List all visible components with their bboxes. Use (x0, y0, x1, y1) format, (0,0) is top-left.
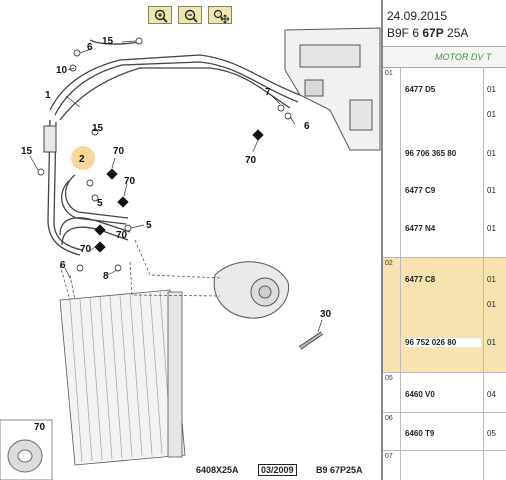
parts-group[interactable] (383, 413, 506, 451)
parts-group-selected[interactable] (383, 258, 506, 373)
group-number: 07 (383, 451, 401, 480)
callout-5-b[interactable]: 5 (146, 220, 152, 231)
group-number: 05 (383, 373, 401, 412)
callout-70-f[interactable]: 70 (34, 422, 46, 433)
callout-5-a[interactable]: 5 (97, 198, 103, 209)
callout-1[interactable]: 1 (45, 90, 51, 101)
part-ref[interactable]: 6477 D5 (405, 85, 436, 94)
part-ref[interactable]: 6477 C8 (405, 275, 436, 284)
callout-6-b[interactable]: 6 (60, 260, 66, 271)
parts-subheader (383, 46, 506, 68)
parts-group[interactable] (383, 373, 506, 413)
ref-suffix: 25A (443, 26, 469, 40)
engine-label: MOTOR DV T (435, 52, 492, 62)
diagram-ref-code-2: B9 67P25A (316, 465, 363, 475)
part-qty: 01 (487, 224, 496, 233)
part-ref[interactable]: 6460 V0 (405, 390, 435, 399)
callout-70-a[interactable]: 70 (113, 146, 125, 157)
callout-15-c[interactable]: 15 (21, 146, 33, 157)
part-qty: 01 (487, 110, 496, 119)
part-qty: 01 (487, 149, 496, 158)
condenser (60, 290, 185, 465)
part-qty: 01 (487, 275, 496, 284)
part-ref[interactable]: 6477 C9 (405, 186, 436, 195)
part-ref[interactable]: 96 752 026 80 (405, 338, 481, 347)
part-qty: 04 (487, 390, 496, 399)
callout-7[interactable]: 7 (265, 87, 271, 98)
evaporator-housing (285, 28, 380, 150)
part-qty: 01 (487, 338, 496, 347)
ref-prefix: B9F 6 (387, 26, 423, 40)
callout-30[interactable]: 30 (320, 309, 332, 320)
parts-date: 24.09.2015 (387, 9, 448, 23)
compressor (214, 262, 288, 318)
group-number: 01 (383, 68, 401, 257)
callout-2[interactable]: 2 (79, 154, 85, 165)
part-qty: 01 (487, 186, 496, 195)
callout-10[interactable]: 10 (56, 65, 68, 76)
group-number: 02 (383, 258, 401, 372)
parts-group[interactable] (383, 451, 506, 480)
callout-15-b[interactable]: 15 (92, 123, 104, 134)
parts-reference (387, 26, 468, 40)
callout-70-e[interactable]: 70 (245, 155, 257, 166)
parts-group[interactable] (383, 68, 506, 258)
part-qty: 01 (487, 300, 496, 309)
part-ref[interactable]: 96 706 365 80 (405, 149, 457, 158)
callout-8[interactable]: 8 (103, 271, 109, 282)
part-ref[interactable]: 6477 N4 (405, 224, 436, 233)
part-ref[interactable]: 6460 T9 (405, 429, 435, 438)
callout-70-b[interactable]: 70 (124, 176, 136, 187)
parts-header (383, 0, 506, 46)
parts-panel (381, 0, 506, 480)
callout-15[interactable]: 15 (102, 36, 114, 47)
callout-70-d[interactable]: 70 (80, 244, 92, 255)
part-qty: 01 (487, 85, 496, 94)
group-number: 06 (383, 413, 401, 450)
callout-70-c[interactable]: 70 (116, 230, 128, 241)
diagram-ref-date: 03/2009 (258, 464, 297, 476)
ref-bold: 67P (422, 26, 444, 40)
receiver-drier (44, 126, 56, 152)
callout-6[interactable]: 6 (87, 42, 93, 53)
diagram-ref-code: 6408X25A (196, 465, 239, 475)
part-qty: 05 (487, 429, 496, 438)
callout-6-c[interactable]: 6 (304, 121, 310, 132)
